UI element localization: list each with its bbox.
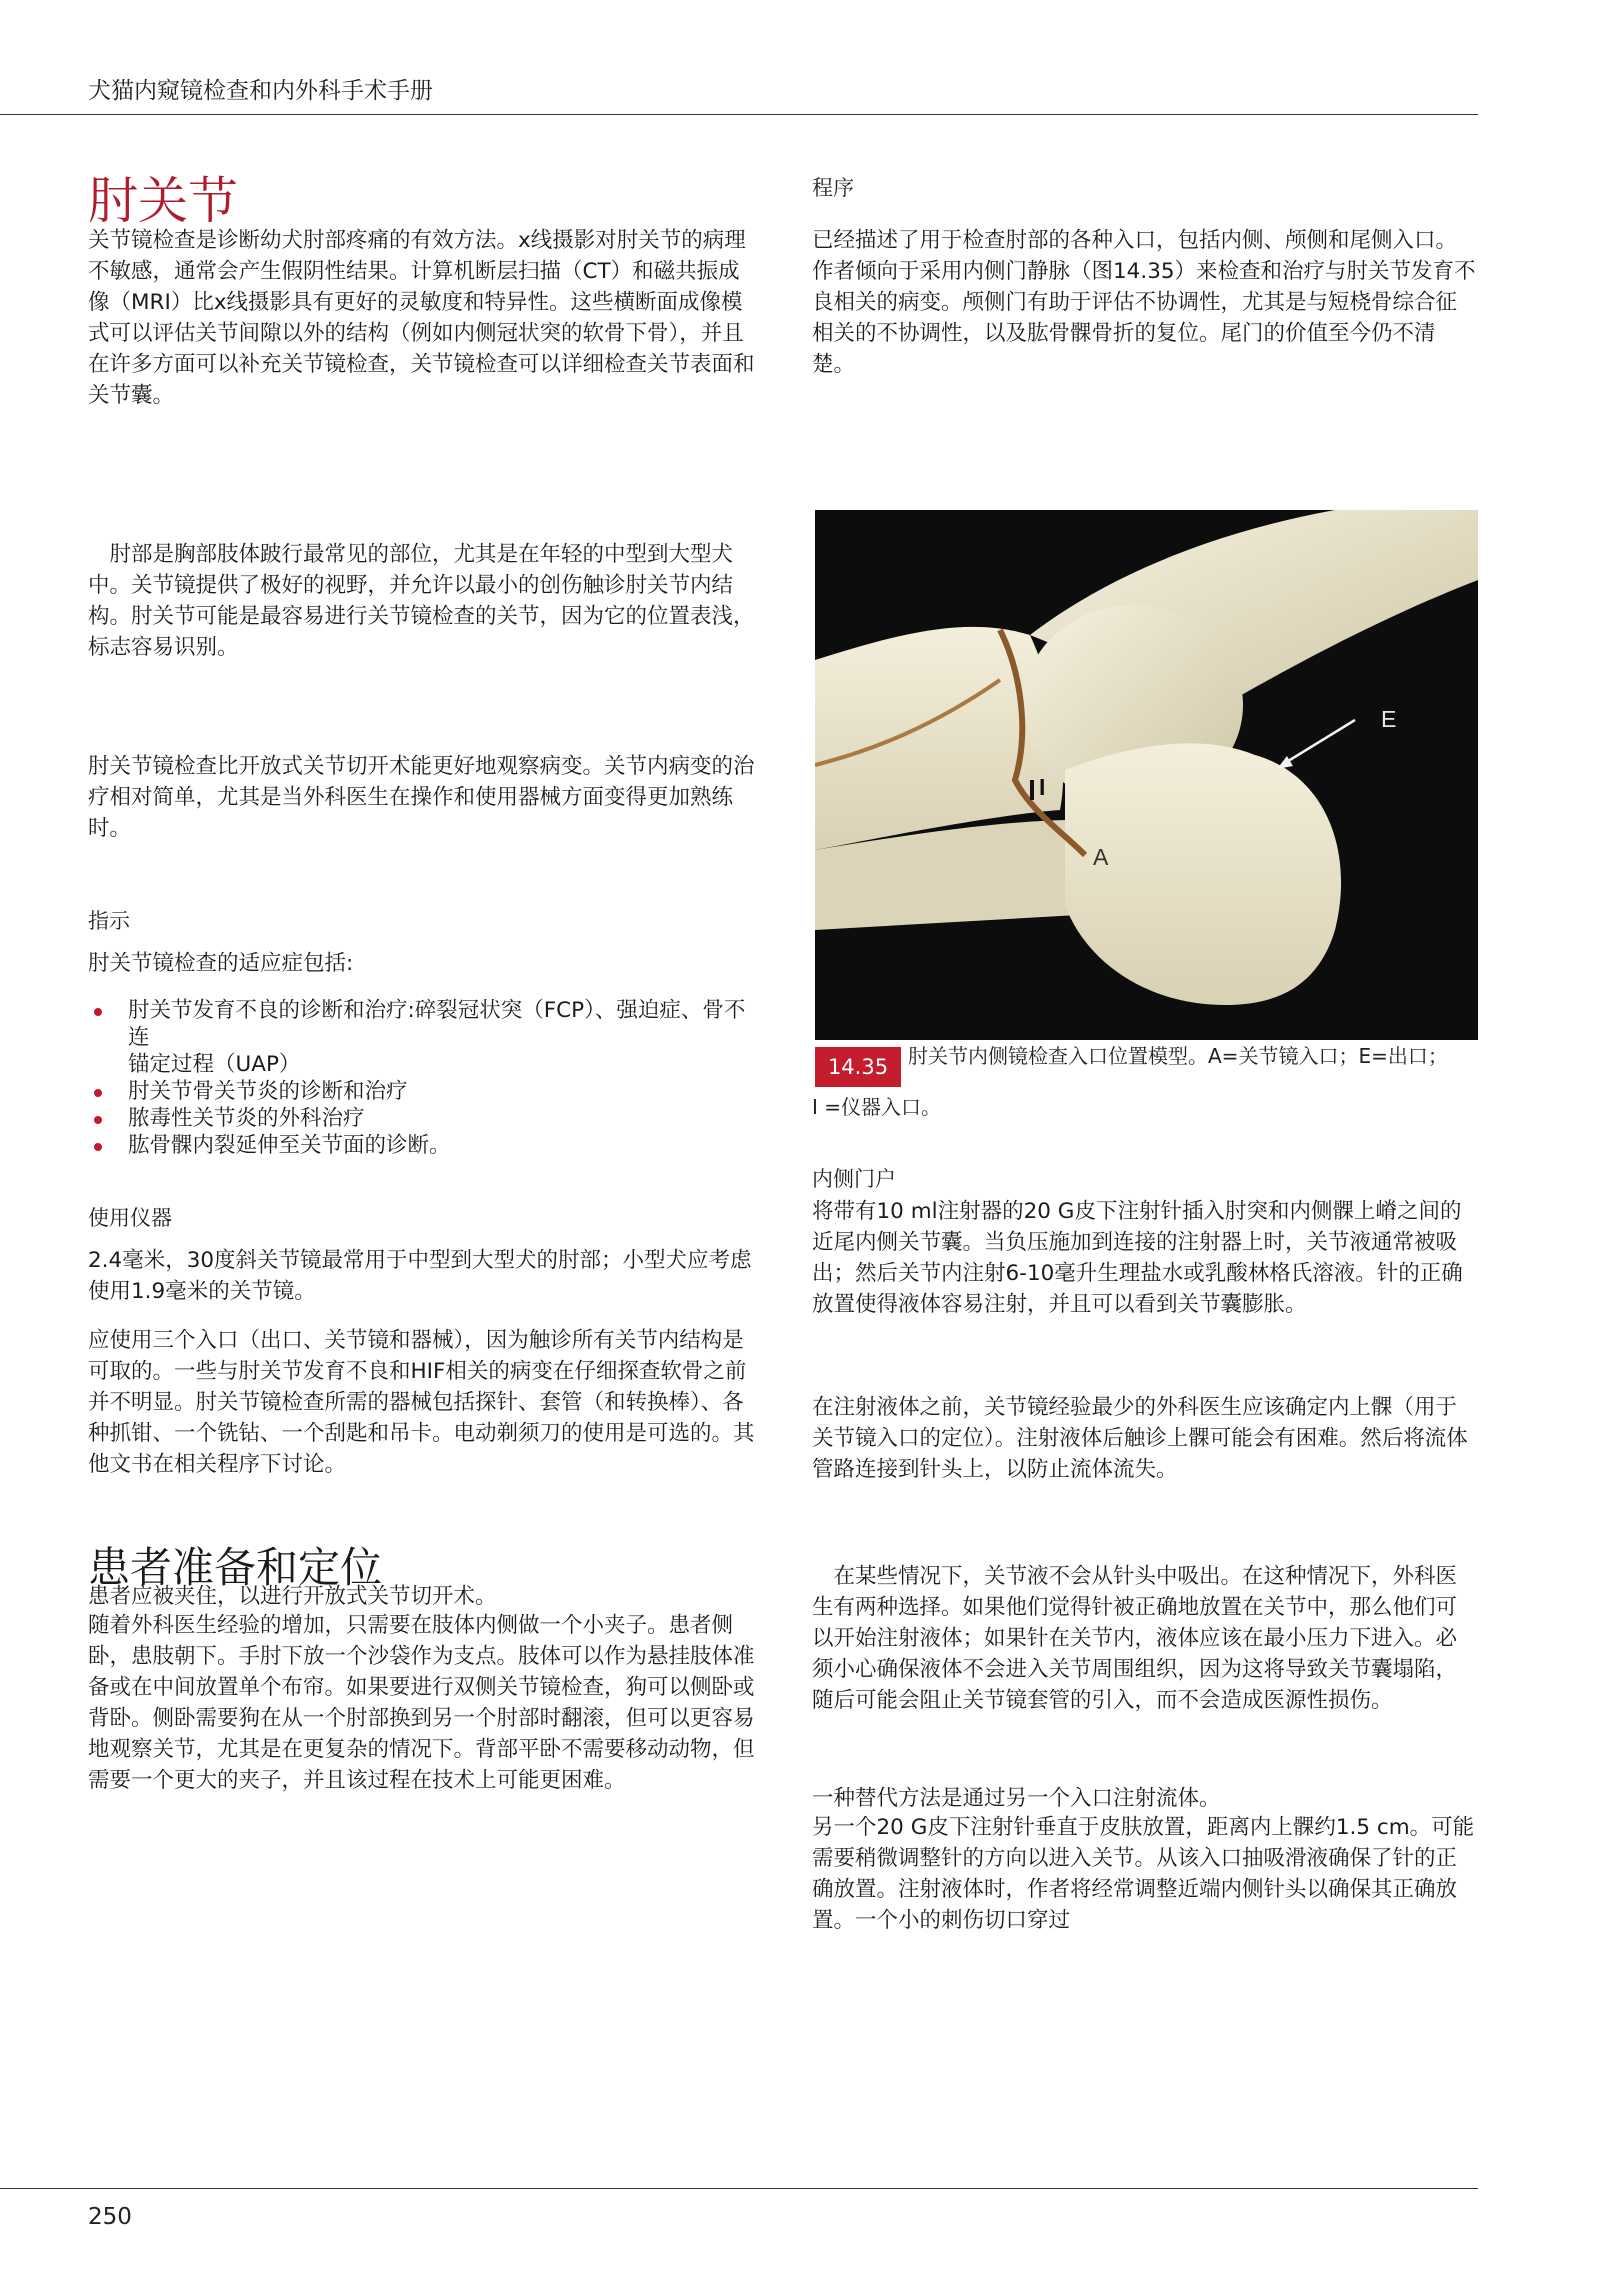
elbow-lameness-paragraph: 肘部是胸部肢体跛行最常见的部位，尤其是在年轻的中型到大型犬中。关节镜提供了极好的视野，并允许以最小的创伤触诊肘关节内结构。肘关节可能是最容易进行关节镜检查的关节，因为它的位置表浅，标志容易识别。 [88, 542, 755, 660]
elbow-bone-illustration [815, 510, 1478, 1040]
indication-item-1: 肘关节发育不良的诊断和治疗:碎裂冠状突（FCP）、强迫症、骨不连 锚定过程（UAP） [88, 997, 756, 1078]
arthroscopy-vs-arthrotomy-paragraph: 肘关节镜检查比开放式关节切开术能更好地观察病变。关节内病变的治疗相对简单，尤其是当外科医生在操作和使用器械方面变得更加熟练时。 [88, 754, 755, 841]
figure-number-badge: 14.35 [815, 1047, 901, 1087]
running-header: 犬猫内窥镜检查和内外科手术手册 [88, 78, 433, 104]
procedure-paragraph: 已经描述了用于检查肘部的各种入口，包括内侧、颅侧和尾侧入口。作者倾向于采用内侧门静脉（图14.35）来检查和治疗与肘关节发育不良相关的病变。颅侧门有助于评估不协调性，尤其是与短桡骨综合征相关的不协调性，以及肱骨髁骨折的复位。尾门的价值至今仍不清楚。 [812, 228, 1476, 377]
instruments-title: 使用仪器 [88, 1206, 172, 1230]
before-injection-paragraph: 在注射液体之前，关节镜经验最少的外科医生应该确定内上髁（用于关节镜入口的定位）。注射液体后触诊上髁可能会有困难。然后将流体管路连接到针头上，以防止流体流失。 [812, 1395, 1468, 1482]
figure-caption-continued: I =仪器入口。 [812, 1095, 942, 1119]
indication-item-3: 脓毒性关节炎的外科治疗 [88, 1105, 756, 1132]
fluid-not-aspirated-paragraph: 在某些情况下，关节液不会从针头中吸出。在这种情况下，外科医生有两种选择。如果他们觉得针被正确地放置在关节中，那么他们可以开始注射液体；如果针在关节内，液体应该在最小压力下进入。必须小心确保液体不会进入关节周围组织，因为这将导致关节囊塌陷，随后可能会阻止关节镜套管的引入，而不会造成医源性损伤。 [812, 1564, 1458, 1713]
elbow-model-figure [815, 510, 1478, 1040]
left-column [88, 173, 756, 1796]
right-column-top [812, 173, 1478, 380]
alternative-line-1: 一种替代方法是通过另一个入口注射流体。 [812, 1786, 1221, 1811]
figure-label-A: A [1093, 844, 1109, 870]
medial-portal-title: 内侧门户 [812, 1167, 896, 1191]
positioning-line-1: 患者应被夹住，以进行开放式关节切开术。 [88, 1584, 497, 1609]
alternative-paragraph: 另一个20 G皮下注射针垂直于皮肤放置，距离内上髁约1.5 cm。可能需要稍微调整针的方向以进入关节。从该入口抽吸滑液确保了针的正确放置。注射液体时，作者将经常调整近端内侧针头以确保其正确放置。一个小的刺伤切口穿过 [812, 1815, 1475, 1933]
indications-intro: 肘关节镜检查的适应症包括: [88, 951, 354, 976]
figure-caption: 肘关节内侧镜检查入口位置模型。A=关节镜入口；E=出口； [908, 1044, 1448, 1068]
heading-positioning: 患者准备和定位 [88, 1543, 383, 1592]
page-number: 250 [88, 2204, 132, 2230]
figure-label-I: I [1039, 774, 1046, 800]
right-column-bottom [812, 1164, 1478, 1936]
procedure-title: 程序 [812, 176, 854, 200]
footer-rule [0, 2188, 1478, 2189]
positioning-paragraph: 随着外科医生经验的增加，只需要在肢体内侧做一个小夹子。患者侧卧，患肢朝下。手肘下放一个沙袋作为支点。肢体可以作为悬挂肢体准备或在中间放置单个布帘。如果要进行双侧关节镜检查，狗可以侧卧或背卧。侧卧需要狗在从一个肘部换到另一个肘部时翻滚，但可以更容易地观察关节，尤其是在更复杂的情况下。背部平卧不需要移动动物，但需要一个更大的夹子，并且该过程在技术上可能更困难。 [88, 1613, 755, 1793]
indication-item-2: 肘关节骨关节炎的诊断和治疗 [88, 1078, 756, 1105]
heading-elbow: 肘关节 [88, 172, 238, 230]
instruments-paragraph-2: 应使用三个入口（出口、关节镜和器械），因为触诊所有关节内结构是可取的。一些与肘关节发育不良和HIF相关的病变在仔细探查软骨之前并不明显。肘关节镜检查所需的器械包括探针、套管（和转换棒）、各种抓钳、一个铣钻、一个刮匙和吊卡。电动剃须刀的使用是可选的。其他文书在相关程序下讨论。 [88, 1328, 755, 1477]
indications-list [88, 997, 756, 1159]
figure-label-E: E [1381, 706, 1397, 732]
medial-portal-paragraph: 将带有10 ml注射器的20 G皮下注射针插入肘突和内侧髁上嵴之间的近尾内侧关节囊。当负压施加到连接的注射器上时，关节液通常被吸出；然后关节内注射6-10毫升生理盐水或乳酸林格氏溶液。针的正确放置使得液体容易注射，并且可以看到关节囊膨胀。 [812, 1199, 1463, 1317]
indications-title: 指示 [88, 909, 130, 933]
intro-paragraph: 关节镜检查是诊断幼犬肘部疼痛的有效方法。x线摄影对肘关节的病理不敏感，通常会产生假阴性结果。计算机断层扫描（CT）和磁共振成像（MRI）比x线摄影具有更好的灵敏度和特异性。这些横断面成像模式可以评估关节间隙以外的结构（例如内侧冠状突的软骨下骨），并且在许多方面可以补充关节镜检查，关节镜检查可以详细检查关节表面和关节囊。 [88, 228, 755, 408]
instruments-paragraph-1: 2.4毫米，30度斜关节镜最常用于中型到大型犬的肘部；小型犬应考虑使用1.9毫米的关节镜。 [88, 1248, 752, 1304]
header-rule [0, 114, 1478, 115]
indication-item-4: 肱骨髁内裂延伸至关节面的诊断。 [88, 1132, 756, 1159]
